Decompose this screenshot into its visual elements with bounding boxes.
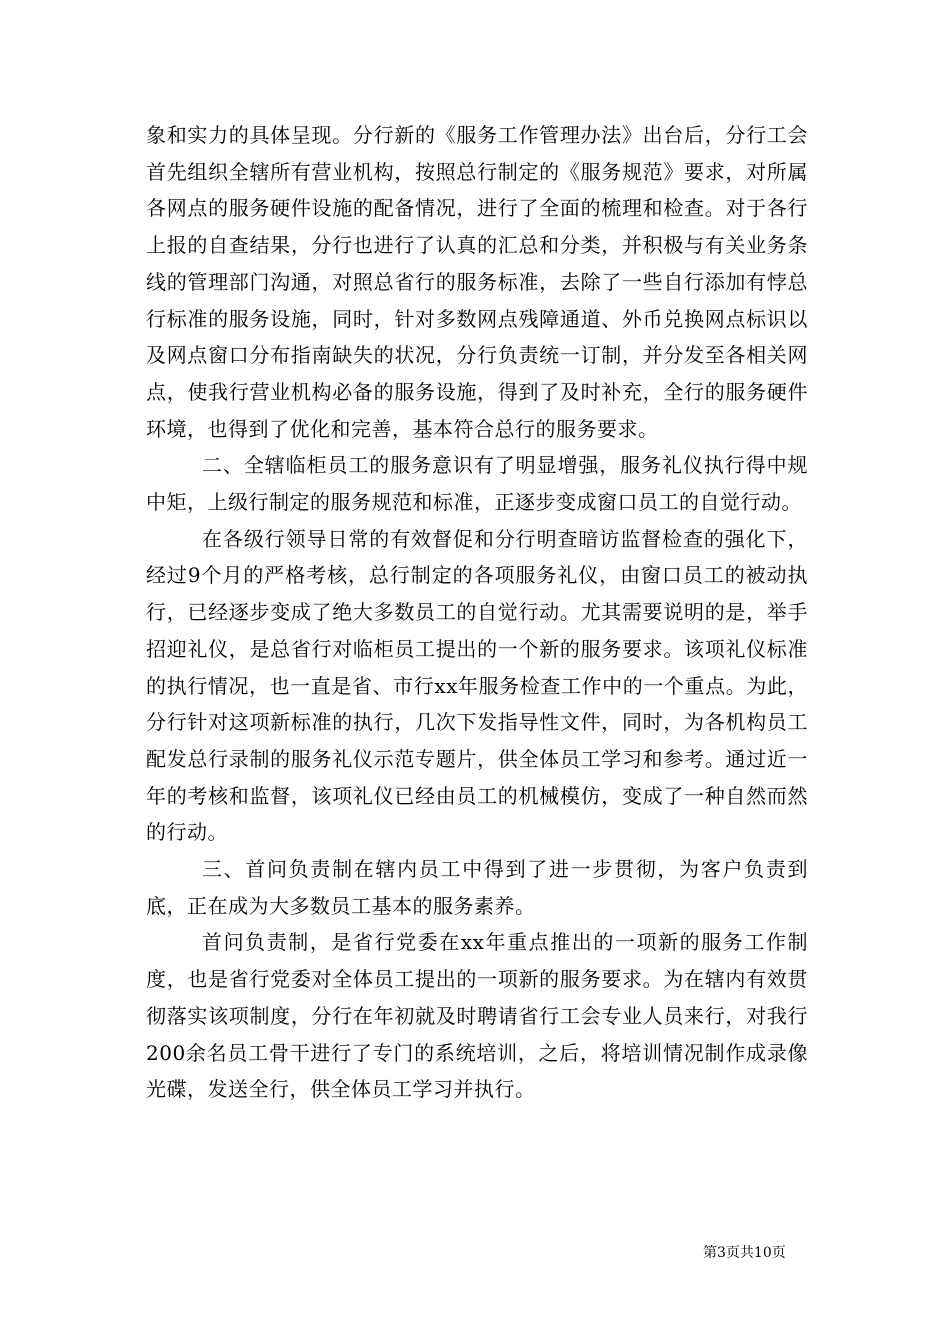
paragraph-first-responsibility: 首问负责制，是省行党委在xx年重点推出的一项新的服务工作制度，也是省行党委对全体员工提出的一项新的服务要求。为在辖内有效贯彻落实该项制度，分行在年初就及时聘请省行工会专业人员来行，对我行200余名员工骨干进行了专门的系统培训，之后，将培训情况制作成录像光碟，发送全行，供全体员工学习并执行。 <box>146 930 808 1102</box>
page-footer: 第3页共10页 <box>703 1245 786 1261</box>
section-heading-three: 三、首问负责制在辖内员工中得到了进一步贯彻，为客户负责到底，正在成为大多数员工基本的服务素养。 <box>146 857 808 918</box>
body-text <box>146 117 808 1108</box>
paragraph-continued: 象和实力的具体呈现。分行新的《服务工作管理办法》出台后，分行工会首先组织全辖所有营业机构，按照总行制定的《服务规范》要求，对所属各网点的服务硬件设施的配备情况，进行了全面的梳理和检查。对于各行上报的自查结果，分行也进行了认真的汇总和分类，并积极与有关业务条线的管理部门沟通，对照总省行的服务标准，去除了一些自行添加有悖总行标准的服务设施，同时，针对多数网点残障通道、外币兑换网点标识以及网点窗口分布指南缺失的状况，分行负责统一订制，并分发至各相关网点，使我行营业机构必备的服务设施，得到了及时补充，全行的服务硬件环境，也得到了优化和完善，基本符合总行的服务要求。 <box>146 123 808 441</box>
section-heading-two: 二、全辖临柜员工的服务意识有了明显增强，服务礼仪执行得中规中矩，上级行制定的服务规范和标准，正逐步变成窗口员工的自觉行动。 <box>146 453 808 515</box>
paragraph-service-etiquette: 在各级行领导日常的有效督促和分行明查暗访监督检查的强化下，经过9个月的严格考核，总行制定的各项服务礼仪，由窗口员工的被动执行，已经逐步变成了绝大多数员工的自觉行动。尤其需要说明的是，举手招迎礼仪，是总省行对临柜员工提出的一个新的服务要求。该项礼仪标准的执行情况，也一直是省、市行xx年服务检查工作中的一个重点。为此，分行针对这项新标准的执行，几次下发指导性文件，同时，为各机构员工配发总行录制的服务礼仪示范专题片，供全体员工学习和参考。通过近一年的考核和监督，该项礼仪已经由员工的机械模仿，变成了一种自然而然的行动。 <box>146 526 808 845</box>
